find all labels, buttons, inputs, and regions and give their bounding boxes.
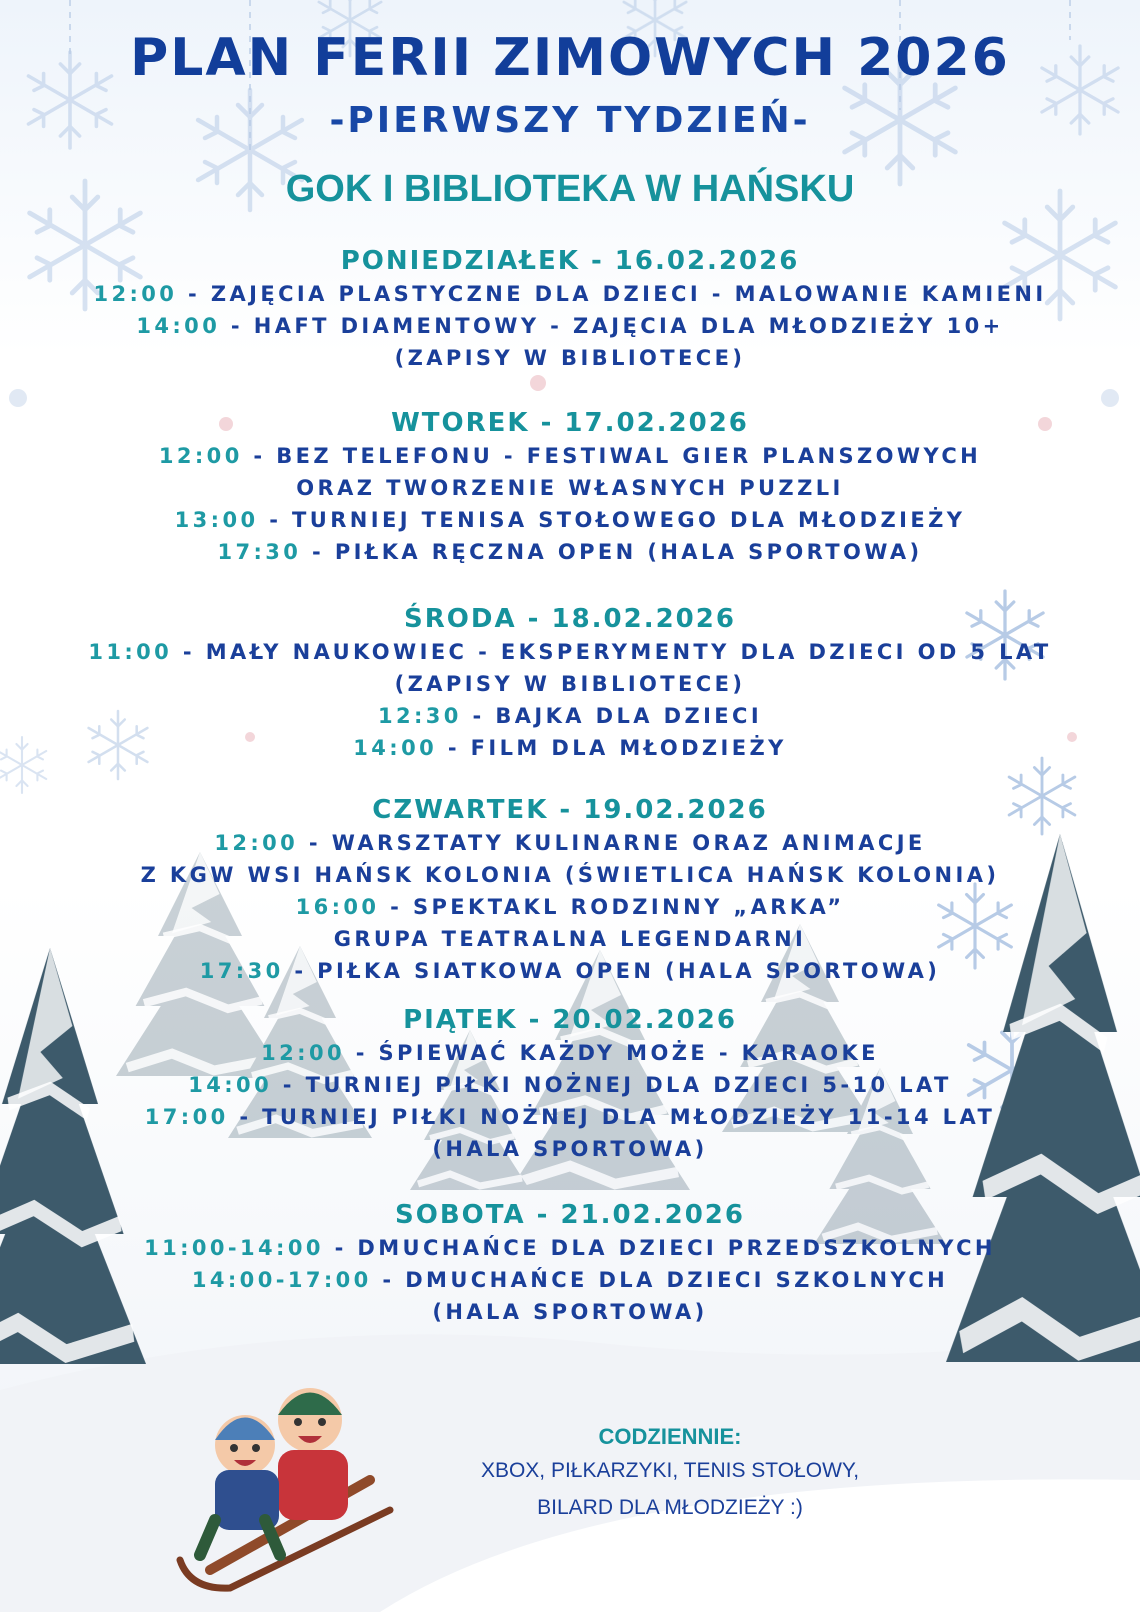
event-text: GRUPA TEATRALNA LEGENDARNI: [333, 927, 807, 951]
event-text: - BEZ TELEFONU - FESTIWAL GIER PLANSZOWYCH: [242, 444, 982, 468]
event-line: [0, 891, 1140, 923]
event-time: 14:00: [136, 314, 221, 338]
event-line: [0, 1264, 1140, 1296]
daily-line: XBOX, PIŁKARZYKI, TENIS STOŁOWY,: [480, 1459, 860, 1482]
event-text: Z KGW WSI HAŃSK KOLONIA (ŚWIETLICA HAŃSK KOLONIA): [140, 863, 1000, 887]
event-text: - DMUCHAŃCE DLA DZIECI SZKOLNYCH: [371, 1268, 949, 1292]
event-time: 17:30: [217, 540, 302, 564]
event-time: 12:30: [377, 704, 462, 728]
event-time: 14:00: [353, 736, 438, 760]
event-line: [0, 1232, 1140, 1264]
event-line: [0, 732, 1140, 764]
day-section: [0, 244, 1140, 374]
event-text: - TURNIEJ PIŁKI NOŻNEJ DLA MŁODZIEŻY 11-14 LAT: [228, 1105, 996, 1129]
event-line: [0, 472, 1140, 504]
event-line: [0, 536, 1140, 568]
event-time: 12:00: [214, 831, 299, 855]
event-text: - TURNIEJ TENISA STOŁOWEGO DLA MŁODZIEŻY: [258, 508, 966, 532]
kids-on-sled-icon: [170, 1360, 410, 1605]
event-text: - TURNIEJ PIŁKI NOŻNEJ DLA DZIECI 5-10 LAT: [272, 1073, 952, 1097]
event-text: - WARSZTATY KULINARNE ORAZ ANIMACJE: [298, 831, 926, 855]
event-line: [0, 923, 1140, 955]
day-section: [0, 602, 1140, 764]
event-time: 11:00-14:00: [144, 1236, 324, 1260]
event-line: [0, 1101, 1140, 1133]
day-title: PIĄTEK - 20.02.2026: [403, 1005, 737, 1035]
event-line: [0, 440, 1140, 472]
event-text: - ŚPIEWAĆ KAŻDY MOŻE - KARAOKE: [345, 1041, 879, 1065]
event-text: - DMUCHAŃCE DLA DZIECI PRZEDSZKOLNYCH: [323, 1236, 996, 1260]
event-time: 17:00: [144, 1105, 229, 1129]
event-time: 16:00: [295, 895, 380, 919]
event-text: - ZAJĘCIA PLASTYCZNE DLA DZIECI - MALOWANIE KAMIENI: [177, 282, 1047, 306]
event-text: - BAJKA DLA DZIECI: [461, 704, 763, 728]
event-line: [0, 1069, 1140, 1101]
event-time: 12:00: [93, 282, 178, 306]
event-time: 11:00: [88, 640, 173, 664]
day-title: ŚRODA - 18.02.2026: [404, 604, 736, 634]
day-title: CZWARTEK - 19.02.2026: [372, 795, 768, 825]
event-text: (ZAPISY W BIBLIOTECE): [394, 672, 746, 696]
event-text: - PIŁKA SIATKOWA OPEN (HALA SPORTOWA): [283, 959, 941, 983]
organizer-heading: GOK I BIBLIOTEKA W HAŃSKU: [285, 168, 855, 210]
event-line: [0, 859, 1140, 891]
event-text: (HALA SPORTOWA): [432, 1300, 708, 1324]
event-text: - FILM DLA MŁODZIEŻY: [437, 736, 787, 760]
event-line: [0, 668, 1140, 700]
page-title: PLAN FERII ZIMOWYCH 2026: [130, 28, 1010, 88]
day-title: PONIEDZIAŁEK - 16.02.2026: [340, 246, 800, 276]
event-text: ORAZ TWORZENIE WŁASNYCH PUZZLI: [296, 476, 844, 500]
event-line: [0, 955, 1140, 987]
event-text: (ZAPISY W BIBLIOTECE): [394, 346, 746, 370]
event-time: 14:00-17:00: [191, 1268, 372, 1292]
daily-activities: [440, 1422, 900, 1526]
day-section: [0, 1198, 1140, 1328]
event-line: [0, 278, 1140, 310]
day-title: SOBOTA - 21.02.2026: [395, 1200, 745, 1230]
day-title: WTOREK - 17.02.2026: [391, 408, 749, 438]
event-line: [0, 1296, 1140, 1328]
daily-line: BILARD DLA MŁODZIEŻY :): [537, 1496, 803, 1519]
event-text: - PIŁKA RĘCZNA OPEN (HALA SPORTOWA): [301, 540, 923, 564]
day-section: [0, 1003, 1140, 1165]
event-line: [0, 1037, 1140, 1069]
event-text: - MAŁY NAUKOWIEC - EKSPERYMENTY DLA DZIECI OD 5 LAT: [172, 640, 1052, 664]
event-text: - HAFT DIAMENTOWY - ZAJĘCIA DLA MŁODZIEŻY 10+: [220, 314, 1004, 338]
event-time: 14:00: [188, 1073, 273, 1097]
event-line: [0, 504, 1140, 536]
day-section: [0, 406, 1140, 568]
event-line: [0, 342, 1140, 374]
event-text: - SPEKTAKL RODZINNY „ARKA”: [379, 895, 845, 919]
event-time: 12:00: [158, 444, 243, 468]
daily-title: CODZIENNIE:: [598, 1424, 742, 1449]
event-line: [0, 636, 1140, 668]
event-line: [0, 1133, 1140, 1165]
event-time: 17:30: [199, 959, 284, 983]
day-section: [0, 793, 1140, 987]
event-time: 13:00: [174, 508, 259, 532]
page-subtitle: -PIERWSZY TYDZIEŃ-: [329, 100, 811, 141]
event-line: [0, 700, 1140, 732]
event-line: [0, 827, 1140, 859]
event-text: (HALA SPORTOWA): [432, 1137, 708, 1161]
event-line: [0, 310, 1140, 342]
event-time: 12:00: [261, 1041, 345, 1065]
